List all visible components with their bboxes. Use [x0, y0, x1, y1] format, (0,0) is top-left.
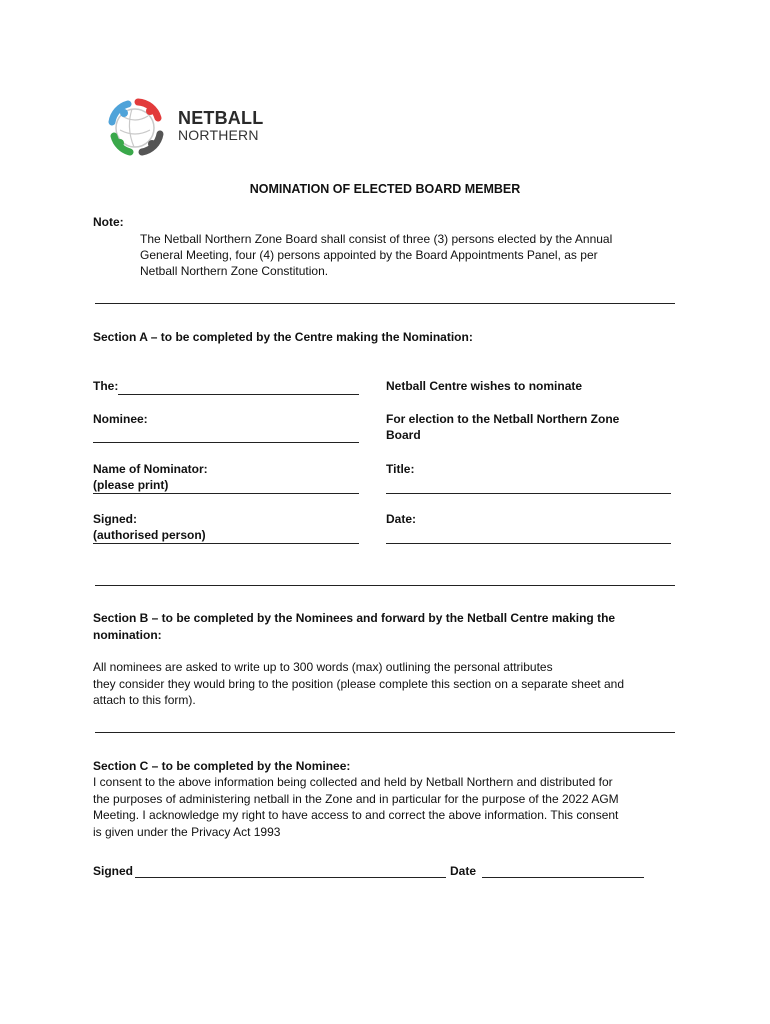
- election-line-2: Board: [386, 428, 421, 442]
- date-field-line[interactable]: [386, 543, 671, 544]
- note-line-2: General Meeting, four (4) persons appointed by the Board Appointments Panel, as per: [140, 248, 598, 262]
- nominee-field-line[interactable]: [93, 442, 359, 443]
- signed-field-line[interactable]: [93, 543, 359, 544]
- section-a-heading: Section A – to be completed by the Centre making the Nomination:: [93, 330, 473, 344]
- section-b-body-1: All nominees are asked to write up to 300 words (max) outlining the personal attributes: [93, 660, 553, 674]
- note-line-3: Netball Northern Zone Constitution.: [140, 264, 329, 278]
- election-line-1: For election to the Netball Northern Zone: [386, 412, 620, 426]
- logo: [104, 96, 264, 160]
- section-b-body-3: attach to this form).: [93, 693, 196, 707]
- section-b-heading-2: nomination:: [93, 628, 162, 642]
- netball-logo-icon: [104, 96, 168, 160]
- wishes-text: Netball Centre wishes to nominate: [386, 379, 583, 393]
- page-title: NOMINATION OF ELECTED BOARD MEMBER: [249, 182, 521, 196]
- divider: [95, 732, 675, 733]
- section-b-body-2: they consider they would bring to the position (please complete this section on a separate sheet and: [93, 677, 624, 691]
- nominator-field-line[interactable]: [93, 493, 359, 494]
- section-c-body-1: I consent to the above information being collected and held by Netball Northern and distributed for: [93, 775, 613, 789]
- section-c-body-3: Meeting. I acknowledge my right to have access to and correct the above information. This consent: [93, 808, 619, 822]
- logo-line-1: NETBALL: [178, 108, 264, 128]
- the-label: The:: [93, 379, 119, 393]
- section-c-body-2: the purposes of administering netball in the Zone and in particular for the purpose of the 2022 AGM: [93, 792, 619, 806]
- logo-line-2: NORTHERN: [178, 127, 259, 143]
- final-date-line[interactable]: [482, 877, 644, 878]
- signed-label-2: (authorised person): [93, 528, 206, 542]
- divider: [95, 303, 675, 304]
- the-field-line[interactable]: [118, 394, 359, 395]
- section-b-heading-1: Section B – to be completed by the Nominees and forward by the Netball Centre making the: [93, 611, 616, 625]
- title-label: Title:: [386, 462, 415, 476]
- signed-label-1: Signed:: [93, 512, 137, 526]
- date-label: Date:: [386, 512, 417, 526]
- final-signed-label: Signed: [93, 864, 134, 878]
- divider: [95, 585, 675, 586]
- nominator-label-1: Name of Nominator:: [93, 462, 208, 476]
- note-line-1: The Netball Northern Zone Board shall consist of three (3) persons elected by the Annual: [140, 232, 613, 246]
- note-label: Note:: [93, 215, 124, 229]
- section-c-body-4: is given under the Privacy Act 1993: [93, 825, 281, 839]
- nominator-label-2: (please print): [93, 478, 169, 492]
- section-c-heading: Section C – to be completed by the Nominee:: [93, 759, 351, 773]
- nominee-label: Nominee:: [93, 412, 148, 426]
- final-signed-line[interactable]: [135, 877, 446, 878]
- title-field-line[interactable]: [386, 493, 671, 494]
- final-date-label: Date: [450, 864, 477, 878]
